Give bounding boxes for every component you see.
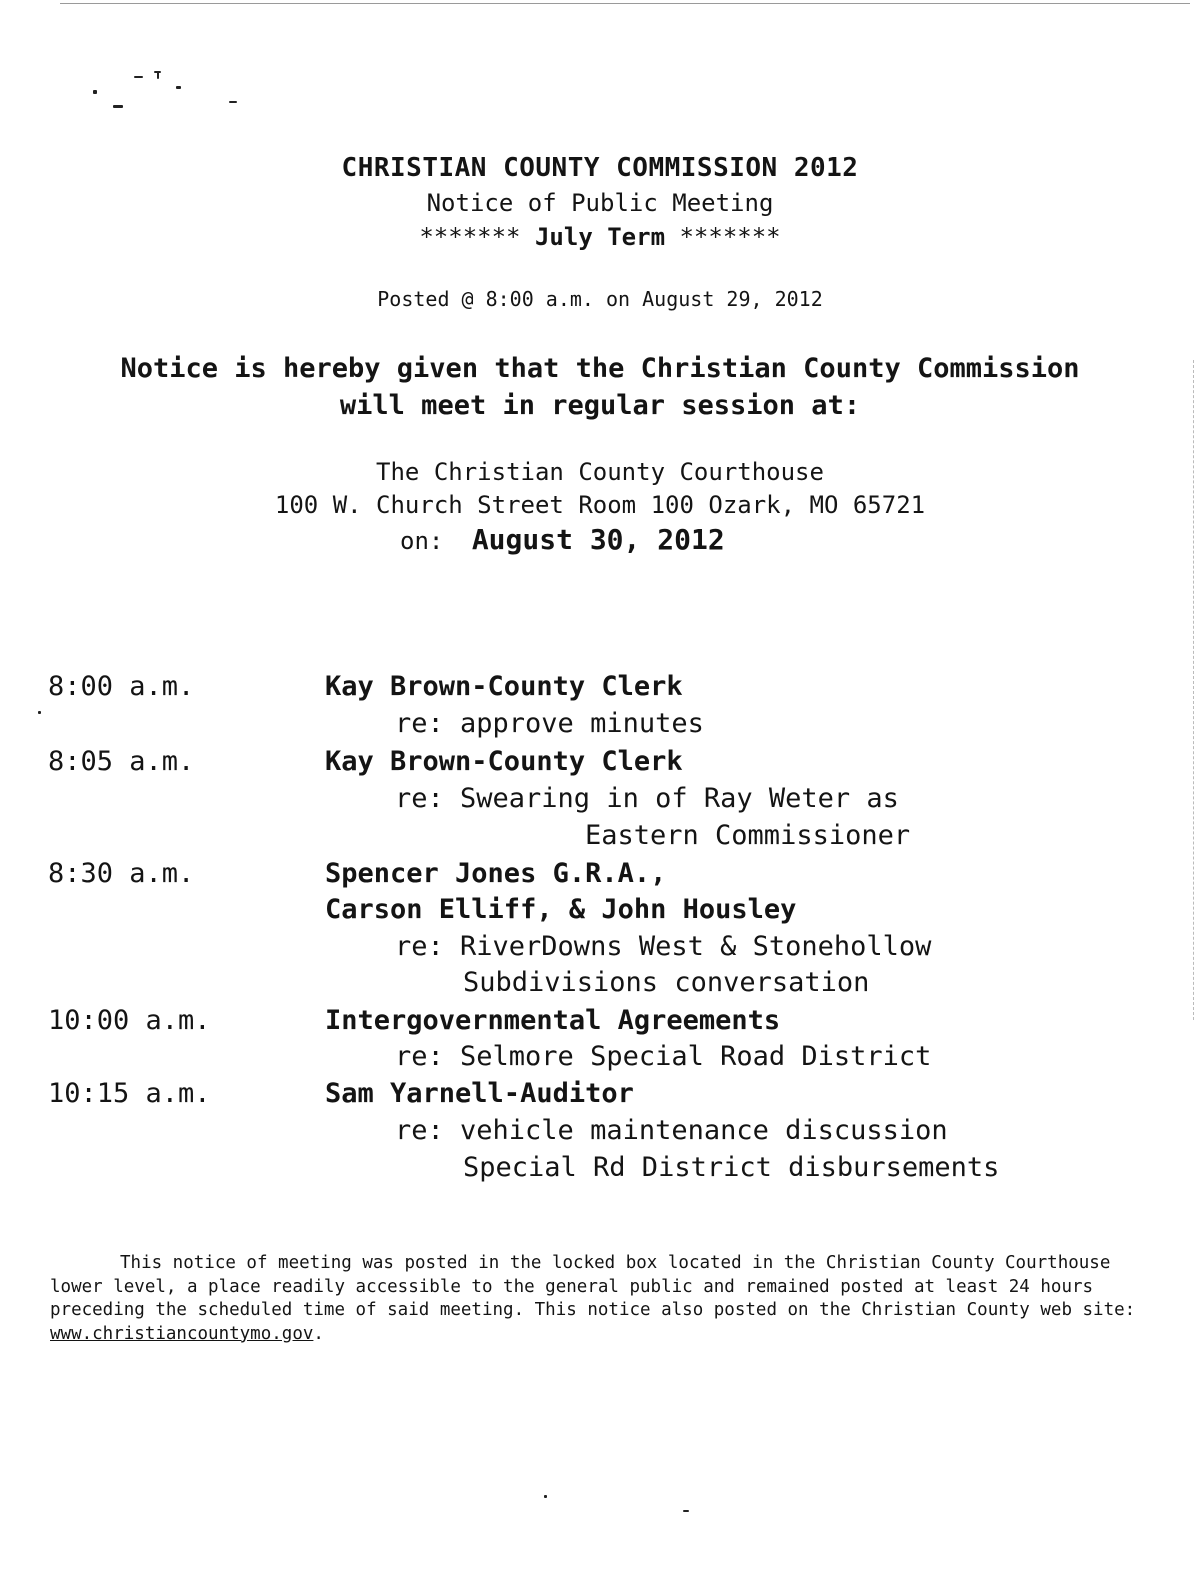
meeting-date-line (400, 520, 725, 561)
agenda-presenter: Intergovernmental Agreements (325, 1005, 781, 1036)
document-header (0, 150, 1200, 254)
agenda-subject-continued: Subdivisions conversation (463, 967, 870, 998)
scan-speck (229, 101, 237, 103)
scan-speck (38, 711, 41, 714)
posting-statement-text: This notice of meeting was posted in the locked box located in the Christian County Courthouse lower level, a place readily accessible to the general public and remained posted at least 24 hours preceding the scheduled time of said meeting. This notice also posted on the Christian County web site: (50, 1253, 1136, 1320)
location-building: The Christian County Courthouse (376, 458, 824, 486)
notice-line: Notice is hereby given that the Christian County Commission (120, 353, 1080, 384)
term-stars-right: ******* (679, 223, 781, 251)
scan-speck (157, 72, 159, 79)
agenda-subject-continued: Eastern Commissioner (585, 820, 911, 851)
agenda-presenter: Carson Elliff, & John Housley (325, 894, 797, 925)
scan-speck (176, 86, 181, 89)
agenda-presenter: Kay Brown-County Clerk (325, 746, 683, 777)
scan-speck (683, 1510, 689, 1512)
posting-statement-end: . (313, 1323, 324, 1344)
date-label: on: (400, 527, 444, 555)
document-title: CHRISTIAN COUNTY COMMISSION 2012 (341, 153, 859, 183)
scan-speck (134, 76, 143, 78)
agenda-time: 10:00 a.m. (48, 1005, 211, 1036)
agenda-subject: re: RiverDowns West & Stonehollow (395, 931, 932, 962)
agenda-time: 8:00 a.m. (48, 671, 195, 702)
scan-edge-line (60, 3, 1190, 4)
agenda-presenter: Spencer Jones G.R.A., (325, 858, 667, 889)
scan-speck (544, 1495, 547, 1498)
term-label: July Term (534, 223, 666, 251)
agenda-presenter: Kay Brown-County Clerk (325, 671, 683, 702)
agenda-subject: re: vehicle maintenance discussion (395, 1115, 948, 1146)
agenda-subject: re: Swearing in of Ray Weter as (395, 783, 899, 814)
county-website-link[interactable]: www.christiancountymo.gov (50, 1323, 314, 1344)
posted-timestamp: Posted @ 8:00 a.m. on August 29, 2012 (377, 287, 823, 311)
agenda-subject-continued: Special Rd District disbursements (463, 1152, 1000, 1183)
agenda-subject: re: Selmore Special Road District (395, 1041, 932, 1072)
agenda-subject: re: approve minutes (395, 708, 704, 739)
scan-speck (113, 105, 123, 108)
scan-speck (93, 90, 97, 94)
term-stars-left: ******* (419, 223, 521, 251)
agenda-presenter: Sam Yarnell-Auditor (325, 1078, 634, 1109)
document-subtitle: Notice of Public Meeting (426, 189, 774, 217)
notice-line: will meet in regular session at: (339, 390, 861, 421)
agenda-time: 8:30 a.m. (48, 858, 195, 889)
agenda-time: 10:15 a.m. (48, 1078, 211, 1109)
meeting-date: August 30, 2012 (471, 523, 725, 556)
notice-statement (0, 350, 1200, 424)
term-line (0, 220, 1200, 254)
location-address: 100 W. Church Street Room 100 Ozark, MO 65721 (274, 491, 926, 519)
agenda-time: 8:05 a.m. (48, 746, 195, 777)
posting-statement (50, 1252, 1150, 1346)
meeting-location (0, 456, 1200, 522)
